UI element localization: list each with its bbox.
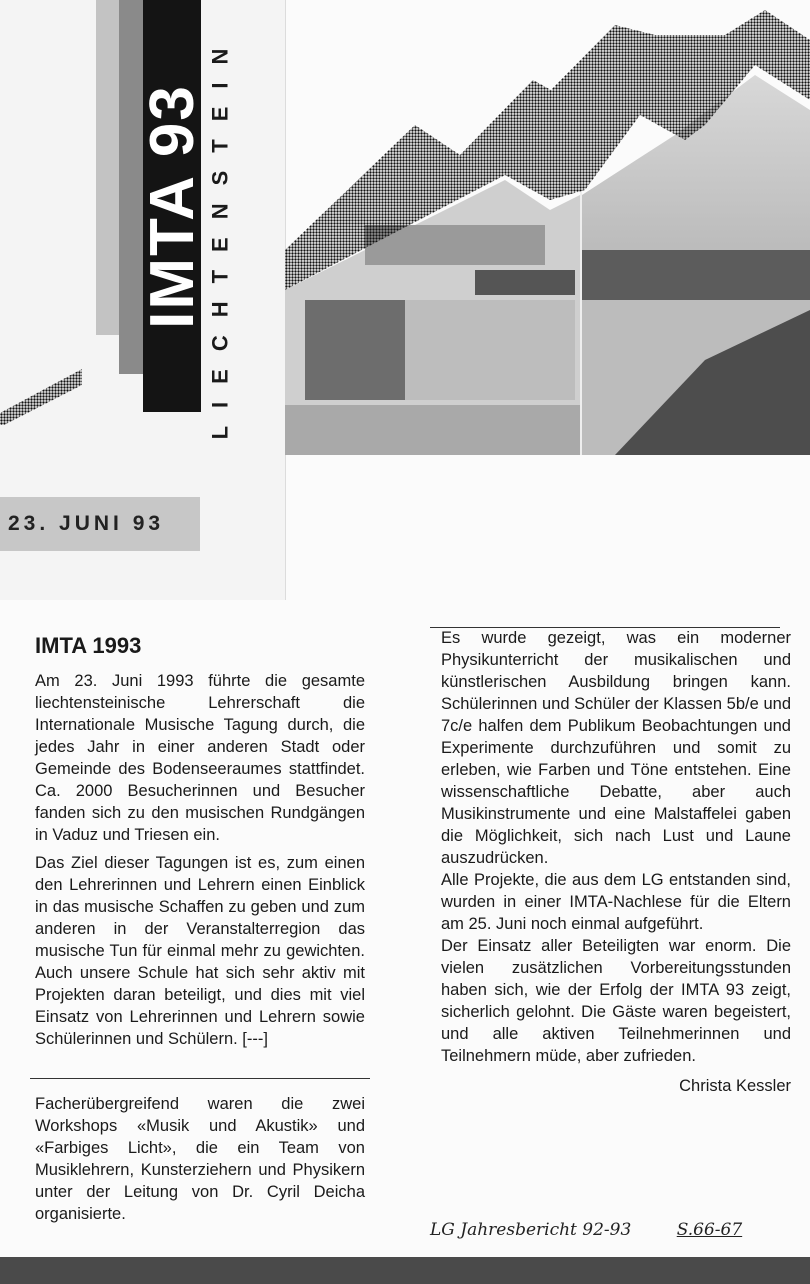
- divider: [30, 1078, 370, 1079]
- decorative-bar-light: [96, 0, 120, 335]
- scan-edge: [0, 1257, 810, 1284]
- author-signature: Christa Kessler: [679, 1077, 791, 1095]
- country-text: LIECHTENSTEIN: [207, 30, 233, 440]
- date-text: 23. JUNI 93: [8, 512, 165, 535]
- brochure-cover: [0, 0, 810, 600]
- source-note: LG Jahresbericht 92-93: [430, 1220, 632, 1240]
- handwritten-annotation: [430, 1220, 782, 1240]
- country-label: [200, 0, 240, 470]
- halftone-stripe-icon: [0, 365, 85, 425]
- logo-text: IMTA 93: [137, 83, 207, 329]
- paragraph: Facherübergreifend waren die zwei Workshops «Musik und Akustik» und «Farbiges Licht», die ein Team von Musiklehrern, Kunsterziehern und Physikern unter der Leitung von Dr. Cyril Deicha organisierte.: [35, 1095, 365, 1223]
- paragraph: Der Einsatz aller Beteiligten war enorm. Die vielen zusätzlichen Vorbereitungsstunden haben sich, wie der Erfolg der IMTA 93 zeigt, sicherlich gelohnt. Die Gäste waren begeistert, und alle aktiven Teilnehmerinnen und Teilnehmern müde, aber zufrieden.: [441, 937, 791, 1065]
- page-reference: S.66-67: [676, 1220, 743, 1240]
- paragraph: Alle Projekte, die aus dem LG entstanden sind, wurden in einer IMTA-Nachlese für die Eltern am 25. Juni noch einmal aufgeführt.: [441, 871, 791, 933]
- article-left-column-continued: [35, 1093, 365, 1225]
- date-box: [0, 497, 200, 551]
- article-right-column: [441, 627, 791, 1097]
- imta-logo: [137, 0, 207, 412]
- article-headline: IMTA 1993: [35, 633, 142, 658]
- article-left-column: [35, 670, 365, 1050]
- paragraph: Es wurde gezeigt, was ein moderner Physikunterricht der musikalischen und künstlerischen Ausbildung bringen kann. Schülerinnen und Schüler der Klassen 5b/e und 7c/e halfen dem Publikum Beobachtungen und Experimente durchzuführen und somit zu erleben, wie Farben und Töne entstehen. Eine wissenschaftliche Debatte, aber auch Musikinstrumente und eine Malstaffelei gaben die Möglichkeit, sich nach Lust und Laune auszudrücken.: [441, 629, 791, 867]
- photo-collage: [285, 0, 810, 455]
- paragraph: Das Ziel dieser Tagungen ist es, zum einen den Lehrerinnen und Lehrern einen Einblick in das musische Schaffen zu geben und zum anderen in der Veranstalterregion das musische Tun für einmal mehr zu gewichten. Auch unsere Schule hat sich sehr aktiv mit Projekten daran beteiligt, und dies mit viel Einsatz von Lehrerinnen und Lehrern sowie Schülerinnen und Schülern. [---]: [35, 854, 365, 1048]
- paragraph: Am 23. Juni 1993 führte die gesamte liechtensteinische Lehrerschaft die Internationale Musische Tagung durch, die jedes Jahr in einer anderen Stadt oder Gemeinde des Bodenseeraumes stattfindet. Ca. 2000 Besucherinnen und Besucher fanden sich zu den musischen Rundgängen in Vaduz und Triesen ein.: [35, 672, 365, 844]
